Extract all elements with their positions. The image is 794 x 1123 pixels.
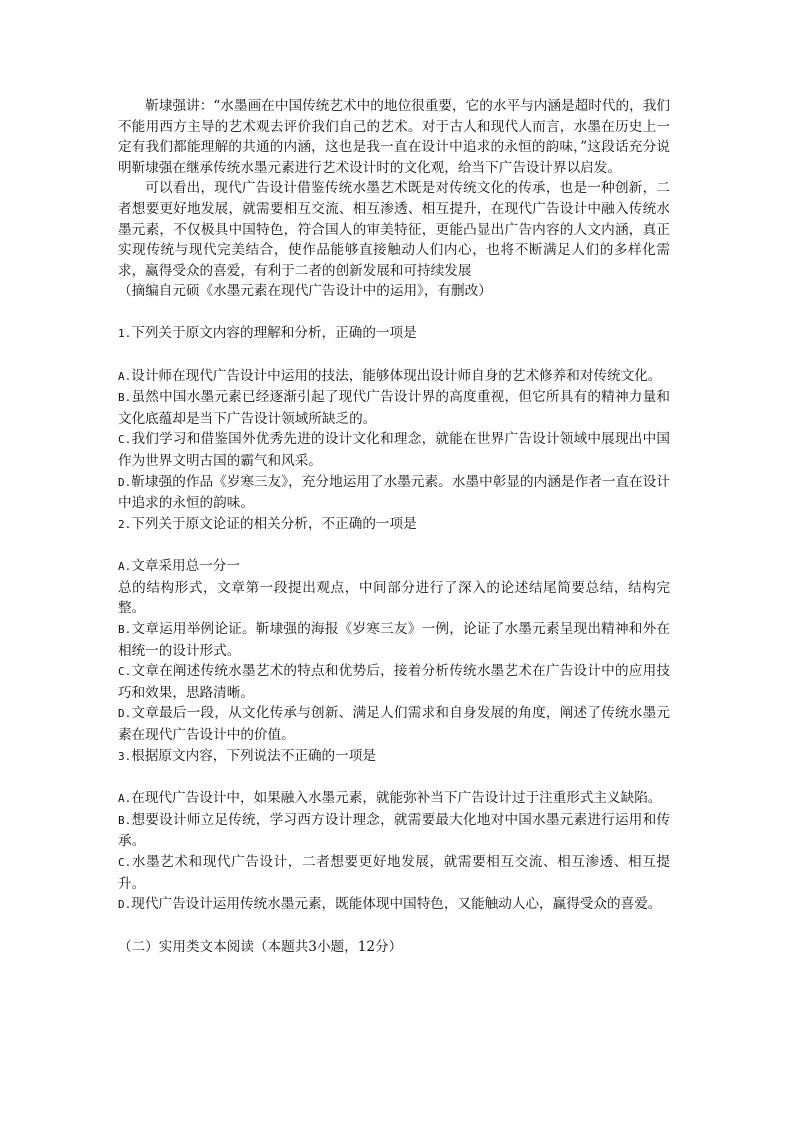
option-text: 虽然中国水墨元素已经逐渐引起了现代广告设计界的高度重视，但它所具有的精神力量和文化底蕴却是当下广告设计领域所缺乏的。 — [118, 389, 670, 427]
q2-option-d — [118, 703, 670, 745]
question-number: 3. — [118, 749, 132, 763]
section-heading: （二）实用类文本阅读（本题共3小题，12分） — [118, 938, 403, 955]
question-number: 1. — [118, 326, 132, 340]
question-number: 2. — [118, 517, 132, 531]
option-letter: B. — [118, 813, 132, 827]
q2-option-a-continuation: 总的结构形式，文章第一段提出观点，中间部分进行了深入的论述结尾简要总结，结构完整。 — [118, 579, 670, 617]
option-text: 文章最后一段，从文化传承与创新、满足人们需求和自身发展的角度，阐述了传统水墨元素在现代广告设计中的价值。 — [118, 705, 670, 744]
option-text: 文章运用举例论证。靳埭强的海报《岁寒三友》一例，论证了水墨元素呈现出精神和外在相统一的设计形式。 — [118, 621, 670, 659]
option-text: 水墨艺术和现代广告设计，二者想要更好地发展，就需要相互交流、相互渗透、相互提升。 — [118, 854, 670, 892]
option-letter: D. — [118, 707, 132, 721]
q2-option-a — [118, 556, 670, 578]
question-1 — [118, 323, 670, 345]
option-letter: C. — [118, 856, 132, 869]
option-text: 我们学习和借鉴国外优秀先进的设计文化和理念，就能在世界广告设计领域中展现出中国作为世界文明古国的霸气和风采。 — [118, 431, 670, 469]
q2-option-b — [118, 619, 670, 661]
article-paragraph-1: 靳埭强讲：“水墨画在中国传统艺术中的地位很重要，它的水平与内涵是超时代的，我们不能用西方主导的艺术观去评价我们自己的艺术。对于古人和现代人而言，水墨在历史上一定有我们都能理解的共通的内涵，这也是我一直在设计中追求的永恒的韵味，”这段话充分说明靳埭强在继承传统水墨元素进行艺术设计时的文化观，给当下广告设计界以启发。 — [118, 98, 670, 176]
q3-option-b — [118, 810, 670, 852]
spacer — [118, 345, 670, 366]
option-letter: D. — [118, 475, 132, 489]
option-letter: C. — [118, 433, 132, 447]
question-2 — [118, 514, 670, 536]
option-letter: C. — [118, 665, 132, 679]
question-3 — [118, 746, 670, 768]
q1-option-d — [118, 472, 670, 514]
option-letter: B. — [118, 623, 132, 637]
q1-option-c — [118, 429, 670, 471]
option-text: 靳埭强的作品《岁寒三友》，充分地运用了水墨元素。水墨中彰显的内涵是作者一直在设计中追求的永恒的韵味。 — [118, 473, 670, 512]
q3-option-c — [118, 852, 670, 894]
spacer — [118, 535, 670, 556]
option-text: 在现代广告设计中，如果融入水墨元素，就能弥补当下广告设计过于注重形式主义缺陷。 — [131, 790, 662, 807]
question-stem: 下列关于原文内容的理解和分析，正确的一项是 — [131, 324, 417, 341]
article-paragraph-2: 可以看出，现代广告设计借鉴传统水墨艺术既是对传统文化的传承，也是一种创新，二者想要更好地发展，就需要相互交流、相互渗透、相互提升，在现代广告设计中融入传统水墨元素，不仅极具中国特色，符合国人的审美特征，更能凸显出广告内容的人文内涵，真正实现传统与现代完美结合，使作品能够直接触动人们内心，也将不断满足人们的多样化需求，赢得受众的喜爱，有利于二者的创新发展和可持续发展 — [118, 180, 670, 279]
question-stem: 根据原文内容，下列说法不正确的一项是 — [131, 747, 376, 764]
option-letter: A. — [118, 560, 132, 574]
option-text: 现代广告设计运用传统水墨元素，既能体现中国特色，又能触动人心，赢得受众的喜爱。 — [131, 896, 662, 913]
article-source: （摘编自元硕《水墨元素在现代广告设计中的运用》，有删改） — [118, 283, 492, 300]
q3-option-d — [118, 894, 670, 916]
q1-option-a — [118, 366, 670, 388]
option-letter: A. — [118, 792, 132, 806]
question-stem: 下列关于原文论证的相关分析，不正确的一项是 — [131, 515, 417, 532]
spacer — [118, 767, 670, 788]
option-text: 想要设计师立足传统，学习西方设计理念，就需要最大化地对中国水墨元素进行运用和传承。 — [118, 811, 670, 850]
spacer — [118, 916, 670, 937]
option-letter: B. — [118, 391, 132, 405]
spacer — [118, 302, 670, 323]
option-text: 设计师在现代广告设计中运用的技法，能够体现出设计师自身的艺术修养和对传统文化。 — [131, 367, 662, 384]
document-page — [118, 96, 670, 957]
q3-option-a — [118, 788, 670, 810]
option-text: 文章在阐述传统水墨艺术的特点和优势后，接着分析传统水墨艺术在广告设计中的应用技巧和效果，思路清晰。 — [118, 663, 670, 701]
q2-option-c — [118, 661, 670, 703]
option-letter: A. — [118, 369, 132, 383]
q1-option-b — [118, 387, 670, 429]
option-letter: D. — [118, 898, 132, 912]
option-text: 文章采用总一分一 — [131, 558, 240, 575]
